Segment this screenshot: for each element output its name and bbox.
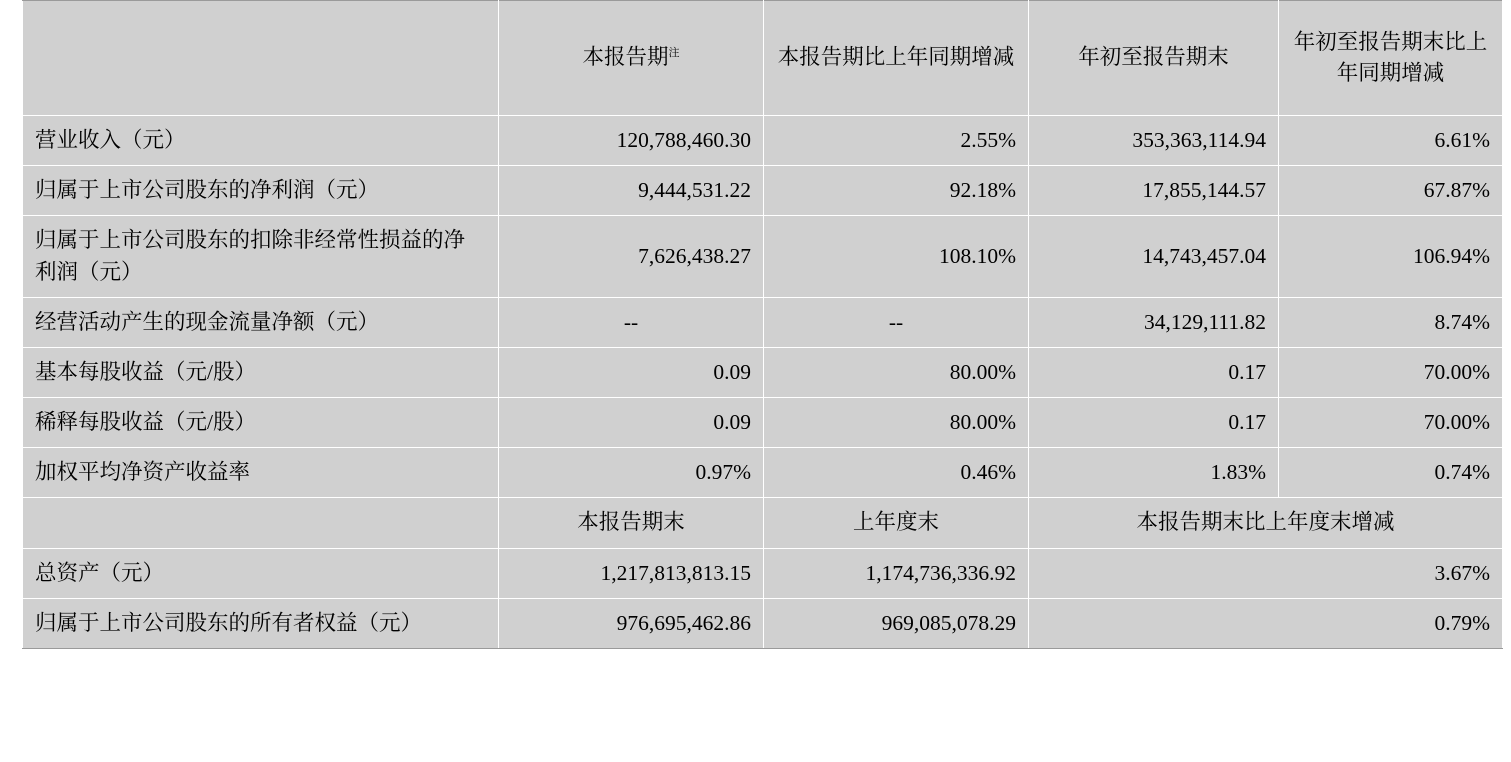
row-value: 80.00% (764, 347, 1029, 397)
header-cell-blank (23, 1, 499, 116)
table-subheader-row (23, 498, 1503, 548)
row-label-diluted-eps: 稀释每股收益（元/股） (23, 398, 499, 448)
row-value: 0.09 (499, 398, 764, 448)
row-value: 0.17 (1029, 347, 1279, 397)
row-label-basic-eps: 基本每股收益（元/股） (23, 347, 499, 397)
row-label-weighted-roe: 加权平均净资产收益率 (23, 448, 499, 498)
table-row (23, 398, 1503, 448)
table-row (23, 548, 1503, 598)
row-value: 1,217,813,813.15 (499, 548, 764, 598)
table-row (23, 166, 1503, 216)
subheader-cell-period-end: 本报告期末 (499, 498, 764, 548)
row-value: 6.61% (1279, 116, 1503, 166)
row-value: 2.55% (764, 116, 1029, 166)
header-label-current-period: 本报告期 (582, 45, 669, 70)
row-label-revenue: 营业收入（元） (23, 116, 499, 166)
row-value: 67.87% (1279, 166, 1503, 216)
row-value: 353,363,114.94 (1029, 116, 1279, 166)
row-label-equity: 归属于上市公司股东的所有者权益（元） (23, 598, 499, 648)
row-value: 0.79% (1029, 598, 1503, 648)
row-value: -- (499, 297, 764, 347)
financial-summary-table (22, 0, 1503, 649)
row-value: -- (764, 297, 1029, 347)
header-cell-current-period (499, 1, 764, 116)
row-value: 0.46% (764, 448, 1029, 498)
row-value: 70.00% (1279, 347, 1503, 397)
row-value: 106.94% (1279, 216, 1503, 297)
row-value: 0.09 (499, 347, 764, 397)
header-cell-yoy-change: 本报告期比上年同期增减 (764, 1, 1029, 116)
row-value: 8.74% (1279, 297, 1503, 347)
row-value: 17,855,144.57 (1029, 166, 1279, 216)
row-value: 108.10% (764, 216, 1029, 297)
header-cell-ytd-yoy-change: 年初至报告期末比上年同期增减 (1279, 1, 1503, 116)
row-label-net-profit: 归属于上市公司股东的净利润（元） (23, 166, 499, 216)
row-value: 1,174,736,336.92 (764, 548, 1029, 598)
row-label-total-assets: 总资产（元） (23, 548, 499, 598)
row-value: 120,788,460.30 (499, 116, 764, 166)
row-value: 0.17 (1029, 398, 1279, 448)
row-value: 7,626,438.27 (499, 216, 764, 297)
table-row (23, 116, 1503, 166)
row-value: 14,743,457.04 (1029, 216, 1279, 297)
row-value: 0.97% (499, 448, 764, 498)
row-label-operating-cash-flow: 经营活动产生的现金流量净额（元） (23, 297, 499, 347)
row-value: 3.67% (1029, 548, 1503, 598)
row-label-net-profit-deducted: 归属于上市公司股东的扣除非经常性损益的净利润（元） (23, 216, 499, 297)
row-value: 976,695,462.86 (499, 598, 764, 648)
table-header-row (23, 1, 1503, 116)
table-row (23, 347, 1503, 397)
row-value: 34,129,111.82 (1029, 297, 1279, 347)
row-value: 1.83% (1029, 448, 1279, 498)
row-value: 92.18% (764, 166, 1029, 216)
row-value: 70.00% (1279, 398, 1503, 448)
row-value: 9,444,531.22 (499, 166, 764, 216)
table-row (23, 216, 1503, 297)
header-cell-ytd: 年初至报告期末 (1029, 1, 1279, 116)
header-note-marker: 注 (668, 47, 680, 60)
table-row (23, 297, 1503, 347)
table-row (23, 448, 1503, 498)
subheader-cell-prior-year-end: 上年度末 (764, 498, 1029, 548)
row-value: 80.00% (764, 398, 1029, 448)
subheader-cell-blank (23, 498, 499, 548)
row-value: 0.74% (1279, 448, 1503, 498)
row-value: 969,085,078.29 (764, 598, 1029, 648)
table-row (23, 598, 1503, 648)
subheader-cell-change: 本报告期末比上年度末增减 (1029, 498, 1503, 548)
